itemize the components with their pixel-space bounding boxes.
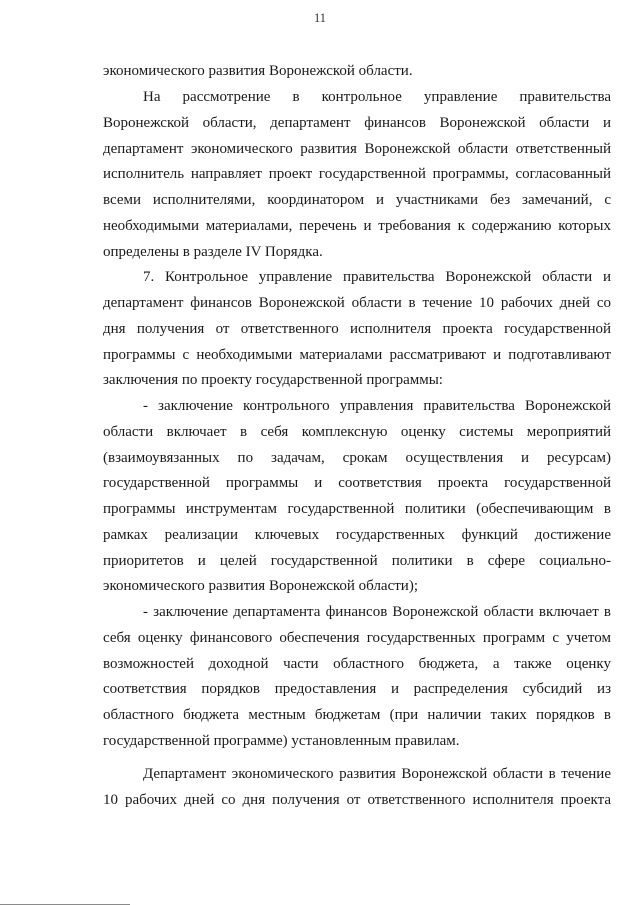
text-line: соответствия порядков предоставления и распределения субсидий из bbox=[103, 681, 611, 697]
text-line: департамент экономического развития Воронежской области ответственный bbox=[103, 141, 611, 157]
text-line: - заключение департамента финансов Воронежской области включает в bbox=[143, 604, 611, 620]
text-line: всеми исполнителями, координатором и участниками без замечаний, с bbox=[103, 192, 611, 208]
text-line: - заключение контрольного управления правительства Воронежской bbox=[143, 398, 611, 414]
text-line: 10 рабочих дней со дня получения от ответственного исполнителя проекта bbox=[103, 792, 611, 808]
text-line: Департамент экономического развития Воронежской области в течение bbox=[143, 766, 611, 782]
text-line: областного бюджета местным бюджетам (при наличии таких порядков в bbox=[103, 707, 611, 723]
text-line: На рассмотрение в контрольное управление правительства bbox=[143, 89, 611, 105]
text-line: дня получения от ответственного исполнителя проекта государственной bbox=[103, 321, 611, 337]
text-line: государственной программы и соответствия проекта государственной bbox=[103, 475, 611, 491]
text-line: программы инструментам государственной политики (обеспечивающим в bbox=[103, 501, 611, 517]
text-line: экономического развития Воронежской области. bbox=[103, 63, 413, 79]
text-line: себя оценку финансового обеспечения государственных программ с учетом bbox=[103, 630, 611, 646]
text-line: определены в разделе IV Порядка. bbox=[103, 244, 323, 260]
text-line: области включает в себя комплексную оценку системы мероприятий bbox=[103, 424, 611, 440]
text-line: экономического развития Воронежской области); bbox=[103, 578, 418, 594]
page-number: 11 bbox=[313, 11, 327, 25]
text-line: рамках реализации ключевых государственных функций достижение bbox=[103, 527, 611, 543]
text-line: (взаимоувязанных по задачам, срокам осуществления и ресурсам) bbox=[103, 450, 611, 466]
text-line: 7. Контрольное управление правительства Воронежской области и bbox=[143, 269, 611, 285]
text-line: необходимыми материалами, перечень и требования к содержанию которых bbox=[103, 218, 611, 234]
text-line: приоритетов и целей государственной политики в сфере социально- bbox=[103, 553, 611, 569]
text-line: программы с необходимыми материалами рассматривают и подготавливают bbox=[103, 347, 611, 363]
text-line: департамент финансов Воронежской области в течение 10 рабочих дней со bbox=[103, 295, 611, 311]
text-line: исполнитель направляет проект государственной программы, согласованный bbox=[103, 166, 611, 182]
text-line: Воронежской области, департамент финансов Воронежской области и bbox=[103, 115, 611, 131]
text-line: возможностей доходной части областного бюджета, а также оценку bbox=[103, 656, 611, 672]
text-line: заключения по проекту государственной программы: bbox=[103, 372, 443, 388]
text-line: государственной программе) установленным правилам. bbox=[103, 733, 460, 749]
